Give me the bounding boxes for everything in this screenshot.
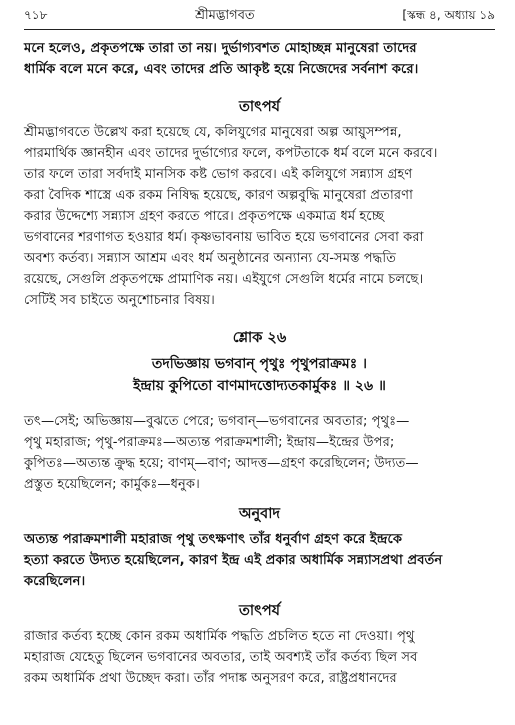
text-line: তার ফলে তারা সর্বদাই মানসিক কষ্ট ভোগ করবে। এই কলিযুগে সন্ন্যাস গ্রহণ: [24, 167, 413, 182]
text-line: ধার্মিক বলে মনে করে, এবং তাদের প্রতি আকৃষ্ট হয়ে নিজেদের সর্বনাশ করে।: [24, 62, 419, 77]
text-line: অত্যন্ত পরাক্রমশালী মহারাজ পৃথু তৎক্ষণাৎ তাঁর ধনুর্বাণ গ্রহণ করে ইন্দ্রকে: [24, 532, 403, 547]
text-line: তৎ—সেই; অভিজ্ঞায়—বুঝতে পেরে; ভগবান্—ভগবানের অবতার; পৃথুঃ—: [24, 414, 410, 429]
text-line: মনে হলেও, প্রকৃতপক্ষে তারা তা নয়। দুর্ভাগ্যবশত মোহাচ্ছন্ন মানুষেরা তাদের: [24, 41, 417, 56]
text-line: রয়েছে, সেগুলি প্রকৃতপক্ষে প্রামাণিক নয়। এইযুগে সেগুলি ধর্মের নামে চলছে।: [24, 272, 424, 287]
verse-heading: শ্লোক ২৬: [232, 330, 287, 346]
verse-text: [24, 353, 495, 397]
text-line: মহারাজ যেহেতু ছিলেন ভগবানের অবতার, তাই অবশ্যই তাঁর কর্তব্য ছিল সব: [24, 650, 418, 665]
text-line: পারমার্থিক জ্ঞানহীন এবং তাদের দুর্ভাগ্যের ফলে, কপটতাকে ধর্ম বলে মনে করবে।: [24, 146, 438, 161]
purport-body: [24, 122, 495, 311]
page-number: ৭১৮: [24, 8, 48, 22]
top-translation-block: [24, 38, 495, 80]
translation-heading: অনুবাদ: [238, 506, 281, 522]
verse-line: ইন্দ্রায় কুপিতো বাণমাদত্তোদ্যতকার্মুকঃ ॥ ২৬ ॥: [133, 378, 386, 394]
text-line: প্রস্তুত হয়েছিলেন; কার্মুকঃ—ধনুক।: [24, 477, 200, 492]
text-line: অবশ্য কর্তব্য। সন্ন্যাস আশ্রম এবং ধর্ম অনুষ্ঠানের অন্যান্য যে-সমস্ত পদ্ধতি: [24, 251, 397, 266]
translation-body: [24, 529, 495, 592]
text-line: সেটিই সব চাইতে অনুশোচনার বিষয়।: [24, 293, 215, 308]
text-line: হত্যা করতে উদ্যত হয়েছিলেন, কারণ ইন্দ্র এই প্রকার অধার্মিক সন্ন্যাসপ্রথা প্রবর্তন: [24, 553, 443, 568]
text-line: ভগবানের শরণাগত হওয়ার ধর্ম। কৃষ্ণভাবনায় ভাবিত হয়ে ভগবানের সেবা করা: [24, 230, 424, 245]
purport-heading: তাৎপর্য: [238, 99, 281, 115]
text-line: পৃথু মহারাজ; পৃথু-পরাক্রমঃ—অত্যন্ত পরাক্রমশালী; ইন্দ্রায়—ইন্দ্রের উপর;: [24, 435, 395, 450]
text-line: করার উদ্দেশ্যে সন্ন্যাস গ্রহণ করতে পারে। প্রকৃতপক্ষে একমাত্র ধর্ম হচ্ছে: [24, 209, 385, 224]
purport-heading: তাৎপর্য: [238, 603, 281, 619]
page-header: [24, 0, 495, 30]
text-line: করেছিলেন।: [24, 574, 86, 589]
chapter-reference: [স্কন্ধ ৪, অধ্যায় ১৯: [402, 8, 495, 22]
book-title: শ্রীমদ্ভাগবত: [195, 8, 255, 23]
text-line: শ্রীমদ্ভাগবতে উল্লেখ করা হয়েছে যে, কলিযুগের মানুষেরা অল্প আয়ুসম্পন্ন,: [24, 125, 402, 140]
text-line: রকম অধার্মিক প্রথা উচ্ছেদ করা। তাঁর পদাঙ্ক অনুসরণ করে, রাষ্ট্রপ্রধানদের: [24, 671, 397, 686]
text-line: রাজার কর্তব্য হচ্ছে কোন রকম অধার্মিক পদ্ধতি প্রচলিত হতে না দেওয়া। পৃথু: [24, 629, 415, 644]
verse-line: তদভিজ্ঞায় ভগবান্ পৃথুঃ পৃথুপরাক্রমঃ ।: [151, 356, 368, 372]
text-line: কুপিতঃ—অত্যন্ত ক্রুদ্ধ হয়ে; বাণম্—বাণ; আদত্ত—গ্রহণ করেছিলেন; উদ্যত—: [24, 456, 419, 471]
text-line: করা বৈদিক শাস্ত্রে এক রকম নিষিদ্ধ হয়েছে, কারণ অল্পবুদ্ধি মানুষেরা প্রতারণা: [24, 188, 413, 203]
purport-body: [24, 626, 495, 689]
synonyms-block: [24, 411, 495, 495]
